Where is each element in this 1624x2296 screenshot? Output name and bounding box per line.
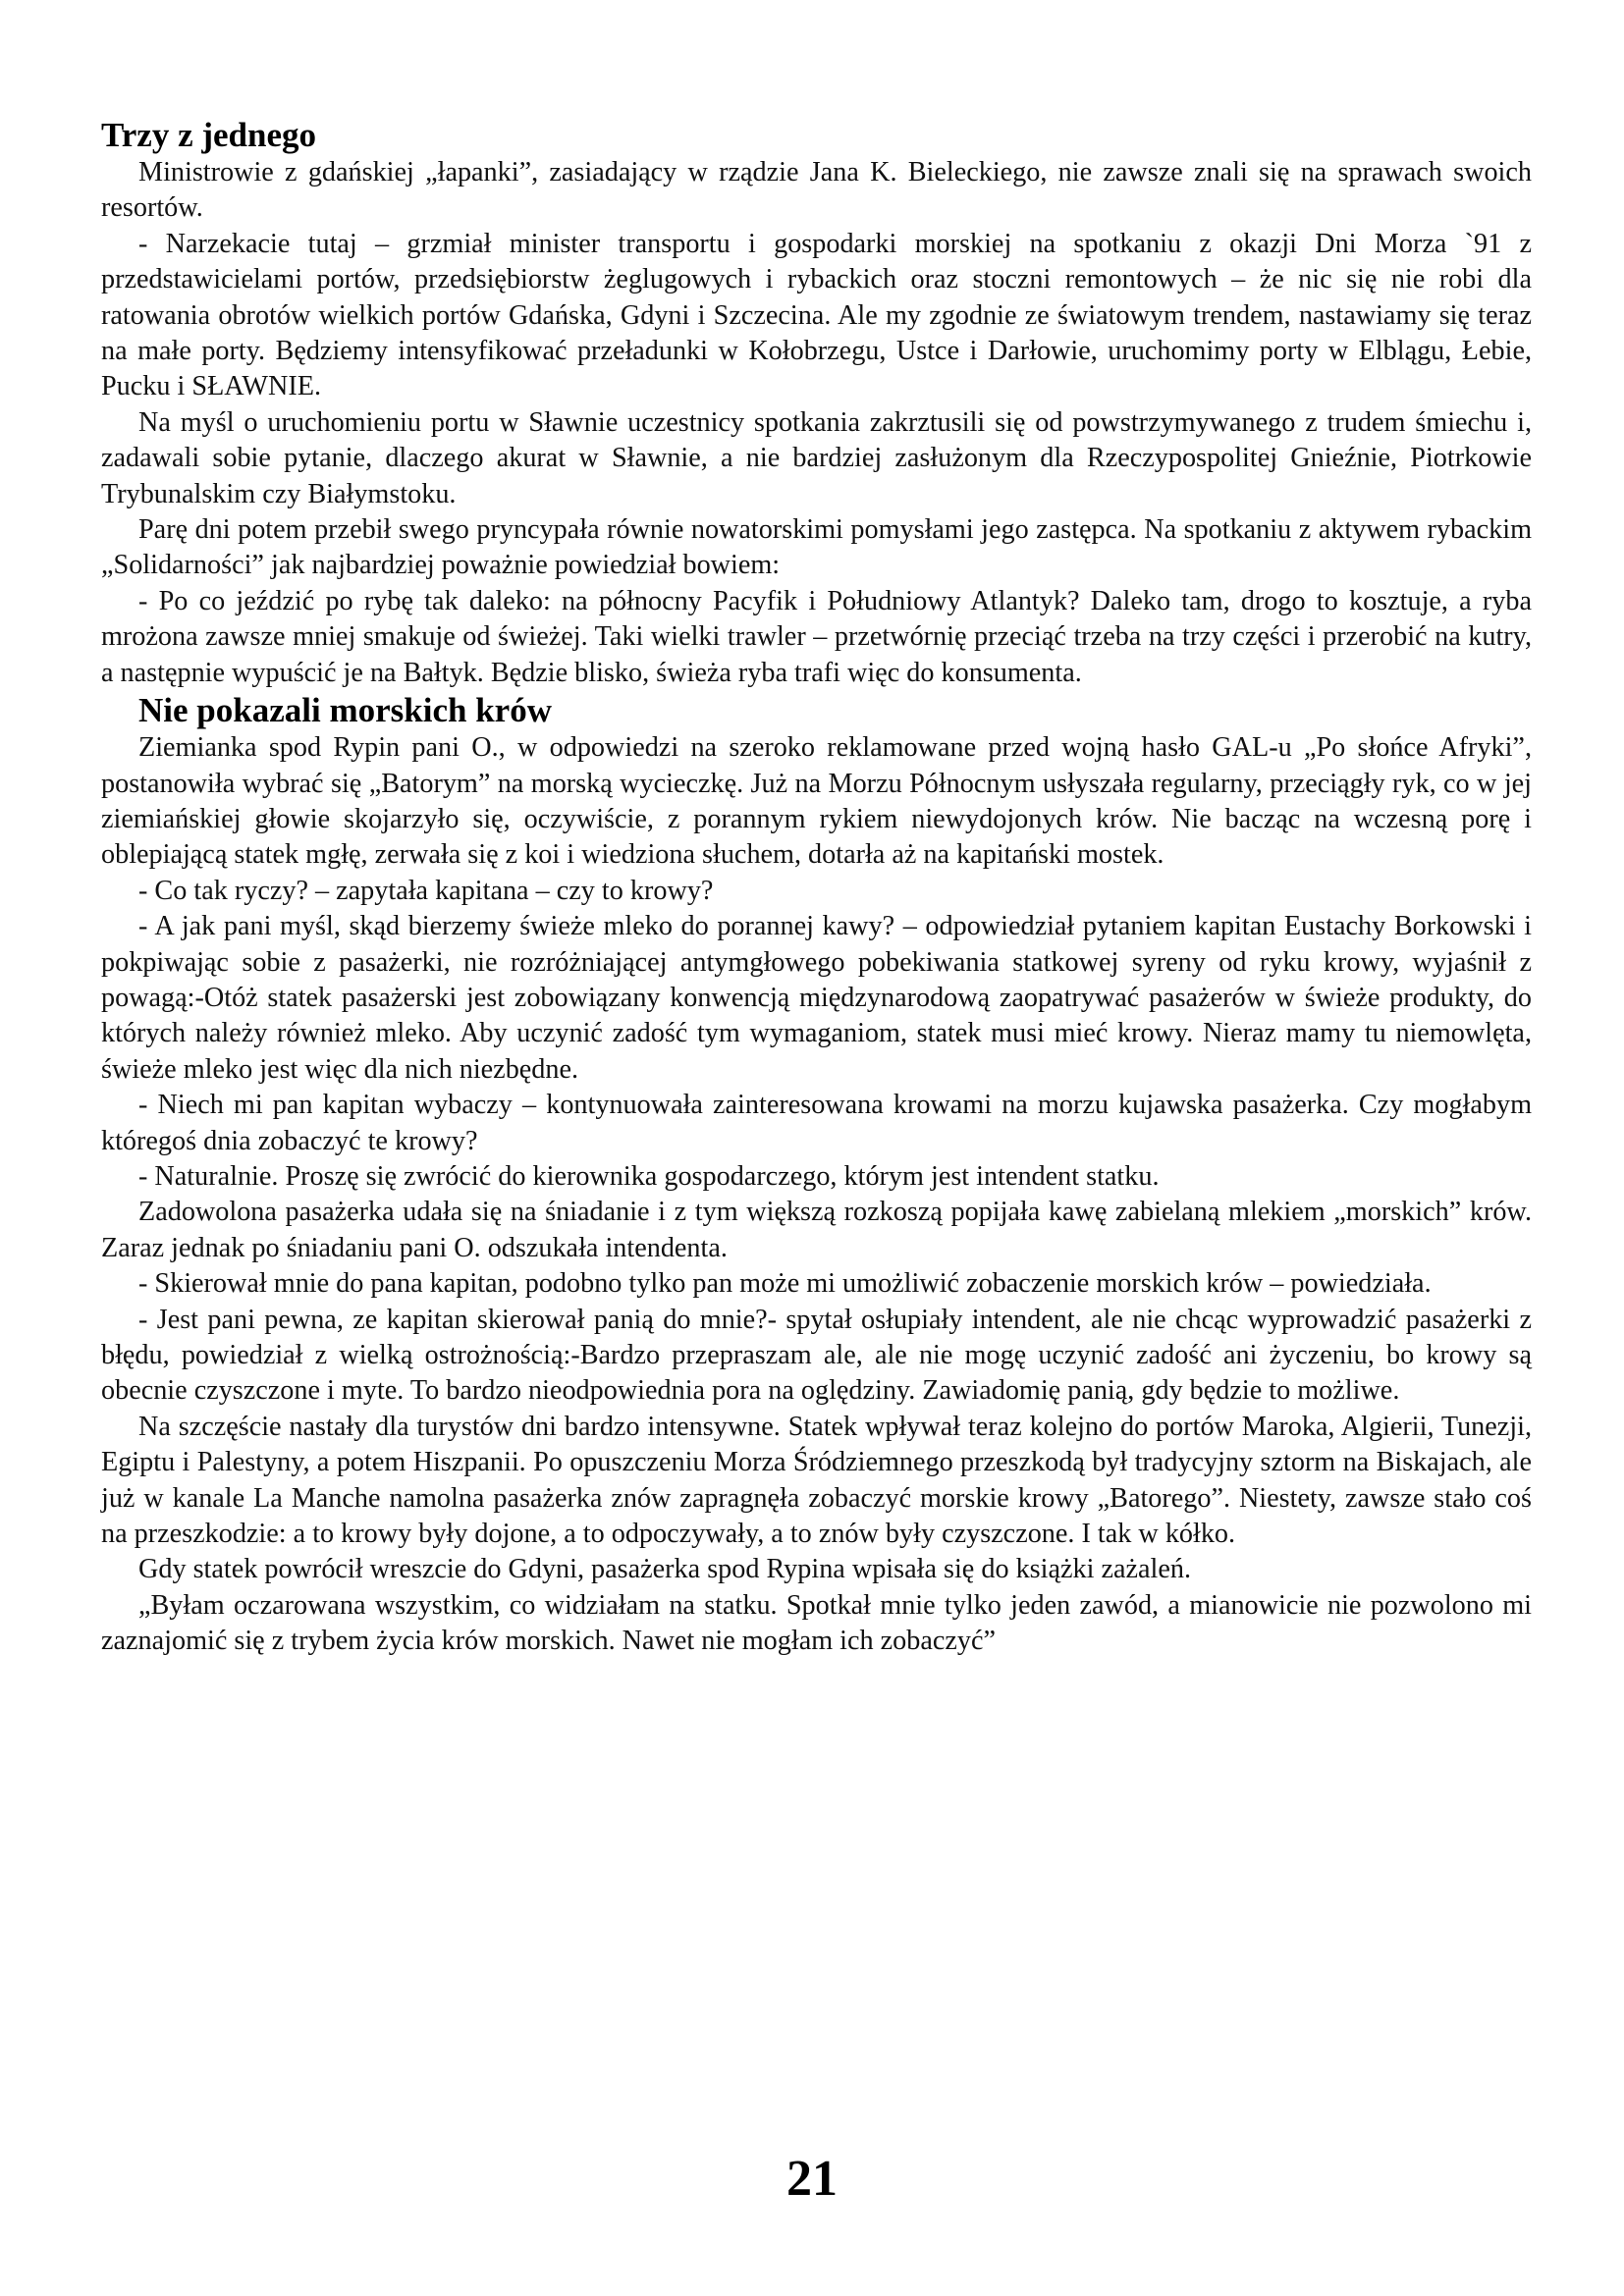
paragraph: Zadowolona pasażerka udała się na śniadanie i z tym większą rozkoszą popijała kawę zabielaną mlekiem „morskich” krów. Zaraz jednak po śniadaniu pani O. odszukała intendenta. <box>101 1197 1532 1263</box>
paragraph: Parę dni potem przebił swego pryncypała równie nowatorskimi pomysłami jego zastępca. Na spotkaniu z aktywem rybackim „Solidarności” jak najbardziej poważnie powiedział bowiem: <box>101 514 1532 581</box>
paragraph: - Co tak ryczy? – zapytała kapitana – czy to krowy? <box>138 875 714 906</box>
paragraph: Na myśl o uruchomieniu portu w Sławnie uczestnicy spotkania zakrztusili się od powstrzymywanego z trudem śmiechu i, zadawali sobie pytanie, dlaczego akurat w Sławnie, a nie bardziej zasłużonym dla Rzeczypospolitej Gnieźnie, Piotrkowie Trybunalskim czy Białymstoku. <box>101 406 1532 509</box>
paragraph: - Po co jeździć po rybę tak daleko: na północny Pacyfik i Południowy Atlantyk? Daleko tam, drogo to kosztuje, a ryba mrożona zawsze mniej smakuje od świeżej. Taki wielki trawler – przetwórnię przeciąć trzeba na trzy części i przerobić na kutry, a następnie wypuścić je na Bałtyk. Będzie blisko, świeża ryba trafi więc do konsumenta. <box>101 585 1532 688</box>
paragraph: Na szczęście nastały dla turystów dni bardzo intensywne. Statek wpływał teraz kolejno do portów Maroka, Algierii, Tunezji, Egiptu i Palestyny, a potem Hiszpanii. Po opuszczeniu Morza Śródziemnego przeszkodą był tradycyjny sztorm na Biskajach, ale już w kanale La Manche namolna pasażerka znów zapragnęła zobaczyć morskie krowy „Batorego”. Niestety, zawsze stało coś na przeszkodzie: a to krowy były dojone, a to odpoczywały, a to znów były czyszczone. I tak w kółko. <box>101 1411 1532 1550</box>
paragraph: - Narzekacie tutaj – grzmiał minister transportu i gospodarki morskiej na spotkaniu z okazji Dni Morza `91 z przedstawicielami portów, przedsiębiorstw żeglugowych i rybackich oraz stoczni remontowych – że nic się nie robi dla ratowania obrotów wielkich portów Gdańska, Gdyni i Szczecina. Ale my zgodnie ze światowym trendem, nastawiamy się teraz na małe porty. Będziemy intensyfikować przeładunki w Kołobrzegu, Ustce i Darłowie, uruchomimy porty w Elblągu, Łebie, Pucku i SŁAWNIE. <box>101 228 1532 402</box>
section-nie-pokazali-morskich-krow <box>101 691 1532 1660</box>
paragraph: Gdy statek powrócił wreszcie do Gdyni, pasażerka spod Rypina wpisała się do książki zażaleń. <box>138 1554 1192 1585</box>
section-trzy-z-jednego <box>101 116 1532 691</box>
paragraph: - A jak pani myśl, skąd bierzemy świeże mleko do porannej kawy? – odpowiedział pytaniem kapitan Eustachy Borkowski i pokpiwając sobie z pasażerki, nie rozróżniającej antymgłowego pobekiwania statkowej syreny od ryku krowy, wyjaśnił z powagą:-Otóż statek pasażerski jest zobowiązany konwencją międzynarodową zaopatrywać pasażerów w świeże produkty, do których należy również mleko. Aby uczynić zadość tym wymaganiom, statek musi mieć krowy. Nieraz mamy tu niemowlęta, świeże mleko jest więc dla nich niezbędne. <box>101 911 1532 1085</box>
page-number: 21 <box>786 2151 838 2207</box>
section-title: Trzy z jednego <box>101 116 317 154</box>
document-page <box>101 116 1532 1660</box>
paragraph: - Jest pani pewna, ze kapitan skierował panią do mnie?- spytał osłupiały intendent, ale nie chcąc wyprowadzić pasażerki z błędu, powiedział z wielką ostrożnością:-Bardzo przepraszam ale, ale nie mogę uczynić zadość ani życzeniu, bo krowy są obecnie czyszczone i myte. To bardzo nieodpowiednia pora na oględziny. Zawiadomię panią, gdy będzie to możliwe. <box>101 1304 1532 1407</box>
paragraph: „Byłam oczarowana wszystkim, co widziałam na statku. Spotkał mnie tylko jeden zawód, a mianowicie nie pozwolono mi zaznajomić się z trybem życia krów morskich. Nawet nie mogłam ich zobaczyć” <box>101 1589 1532 1657</box>
paragraph: Ministrowie z gdańskiej „łapanki”, zasiadający w rządzie Jana K. Bieleckiego, nie zawsze znali się na sprawach swoich resortów. <box>101 157 1532 224</box>
paragraph: - Skierował mnie do pana kapitan, podobno tylko pan może mi umożliwić zobaczenie morskich krów – powiedziała. <box>138 1268 1432 1300</box>
paragraph: Ziemianka spod Rypin pani O., w odpowiedzi na szeroko reklamowane przed wojną hasło GAL-u „Po słońce Afryki”, postanowiła wybrać się „Batorym” na morską wycieczkę. Już na Morzu Północnym usłyszała regularny, przeciągły ryk, co w jej ziemiańskiej głowie skojarzyło się, oczywiście, z porannym rykiem niewydojonych krów. Nie bacząc na wczesną porę i oblepiającą statek mgłę, zerwała się z koi i wiedziona słuchem, dotarła aż na kapitański mostek. <box>101 732 1532 871</box>
section-title: Nie pokazali morskich krów <box>138 691 552 730</box>
paragraph: - Niech mi pan kapitan wybaczy – kontynuowała zainteresowana krowami na morzu kujawska pasażerka. Czy mogłabym któregoś dnia zobaczyć te krowy? <box>101 1090 1532 1156</box>
paragraph: - Naturalnie. Proszę się zwrócić do kierownika gospodarczego, którym jest intendent statku. <box>138 1160 1160 1192</box>
